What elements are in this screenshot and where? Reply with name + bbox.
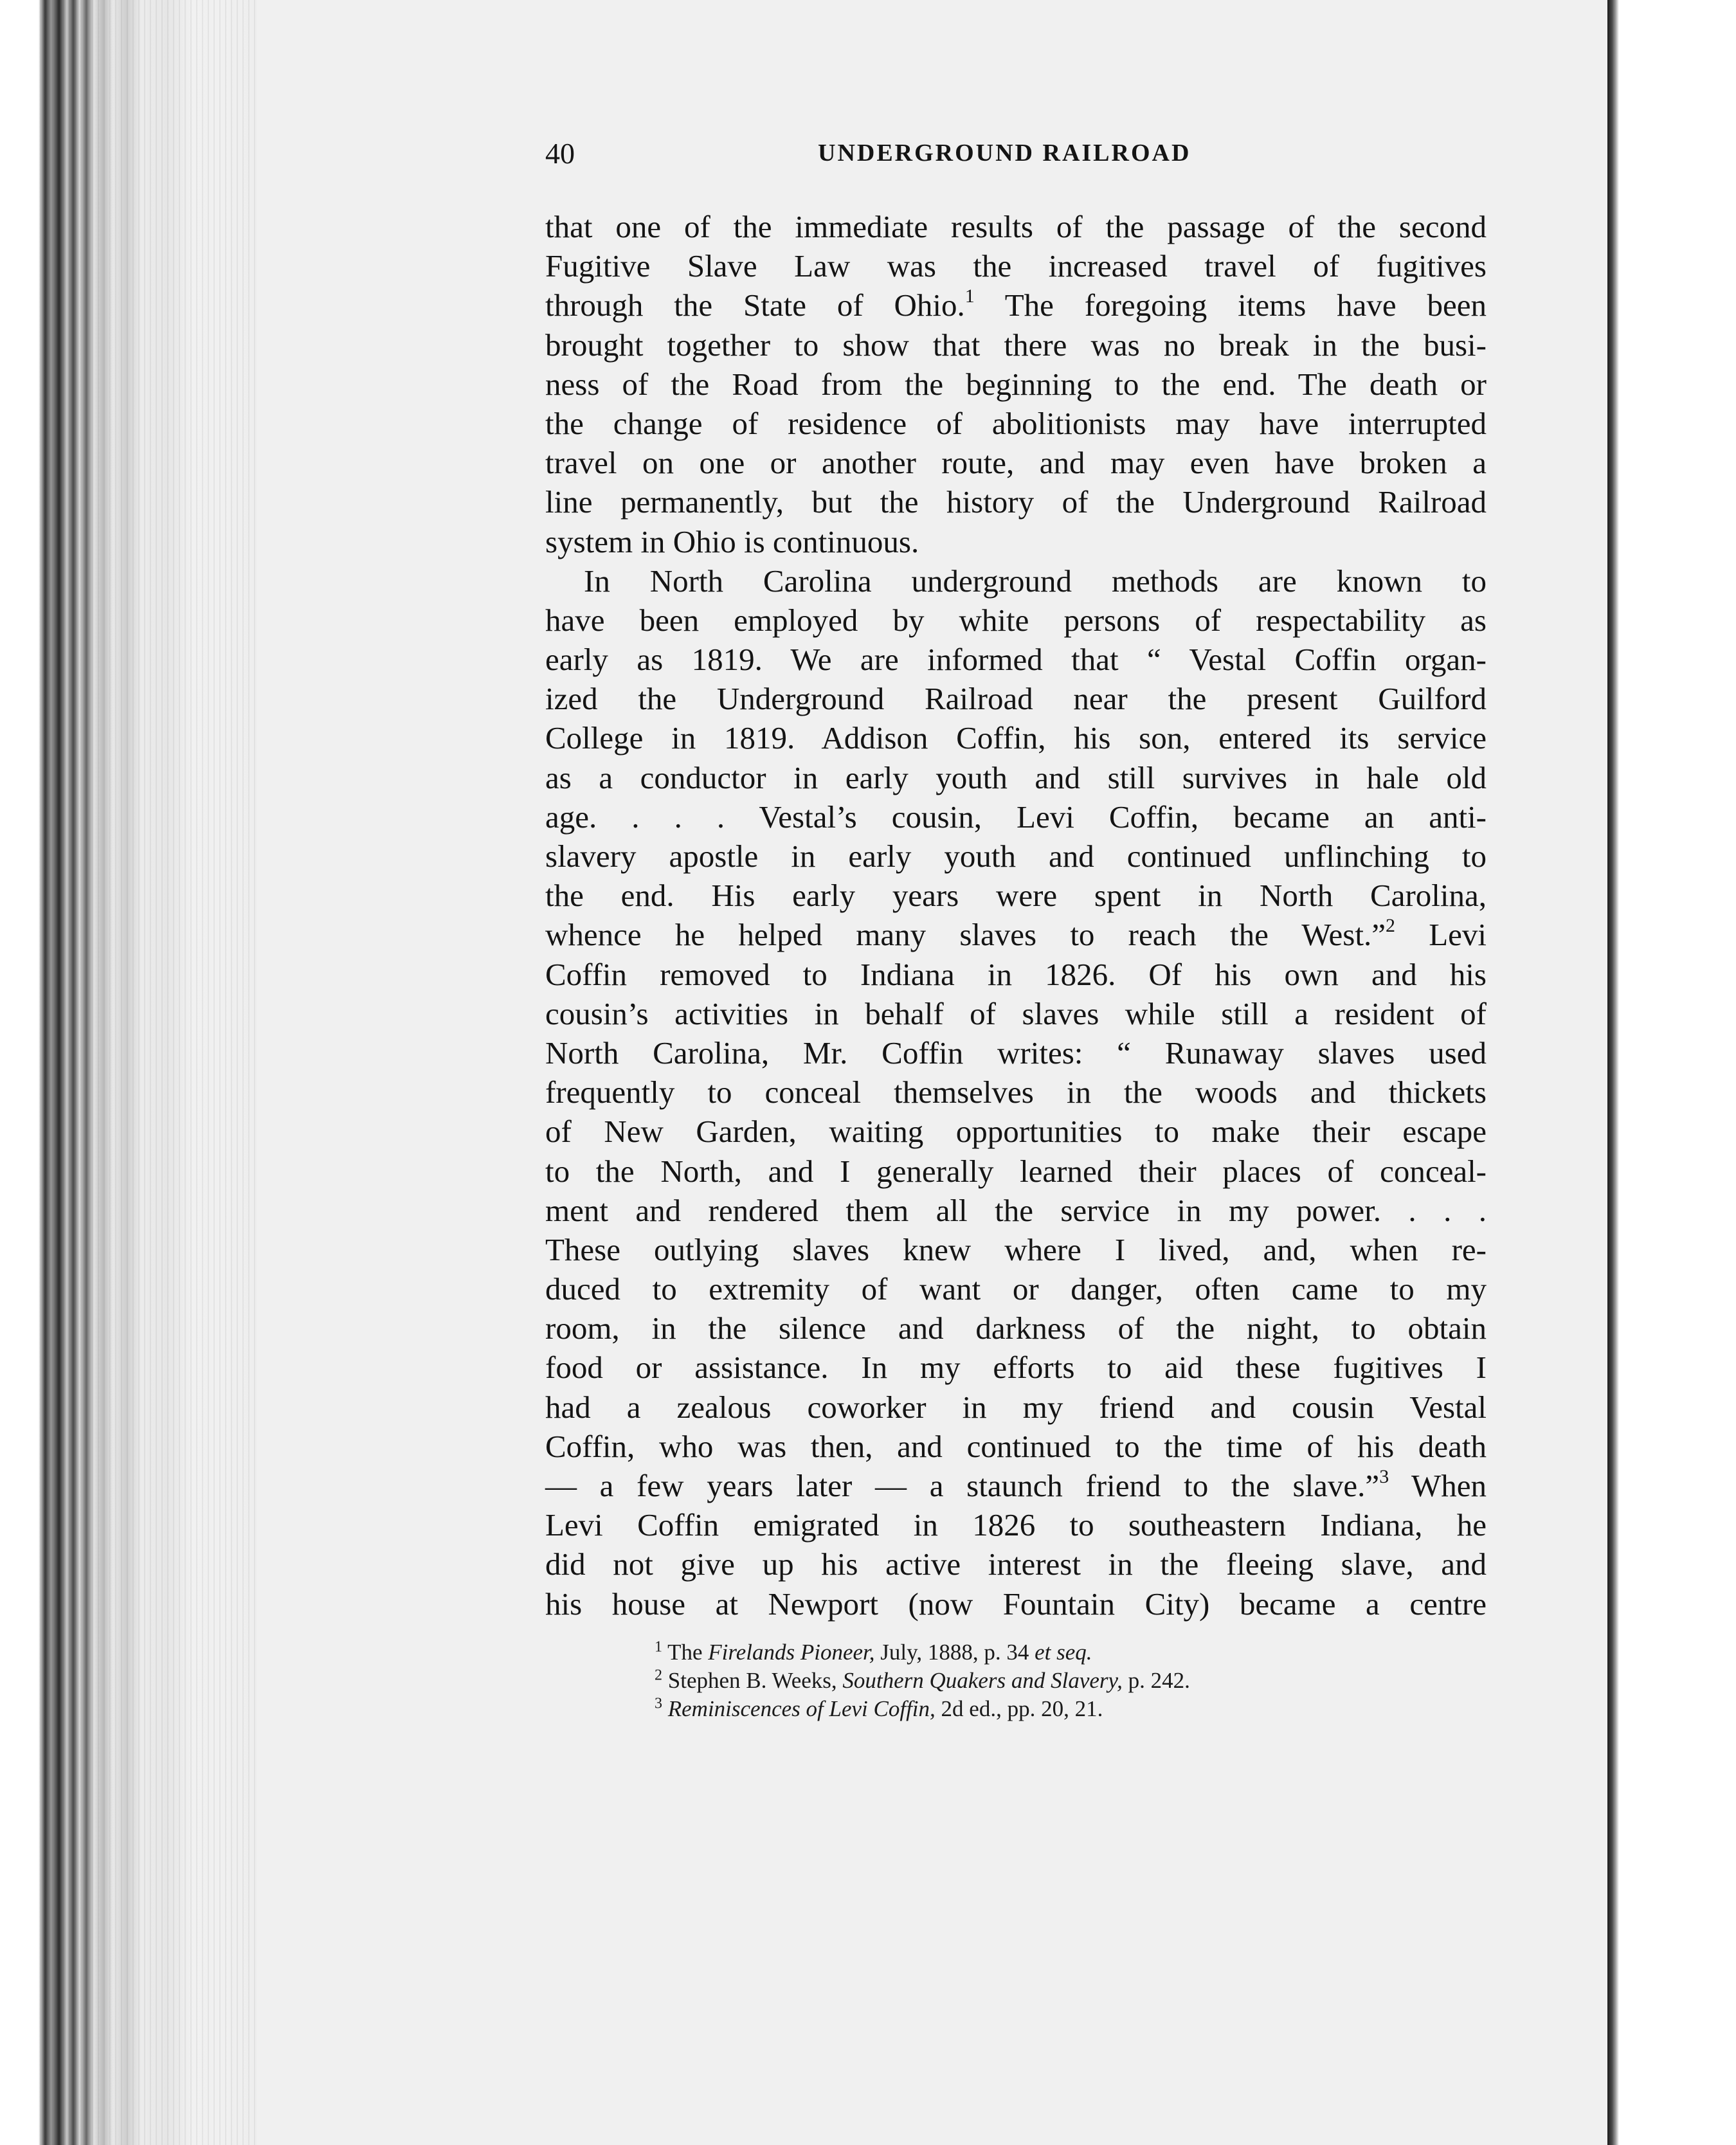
facing-page-edge: [1607, 0, 1736, 2145]
text-line-content: duced to extremity of want or danger, often came to my: [545, 1271, 1487, 1307]
text-line: [545, 561, 1487, 601]
text-line-content: had a zealous coworker in my friend and cousin Vestal: [545, 1389, 1487, 1425]
text-line: [545, 482, 1487, 521]
text-line-content: through the State of Ohio.: [545, 287, 965, 323]
footnote-reference: 1: [964, 285, 975, 307]
text-line-content: Fugitive Slave Law was the increased travel of fugitives: [545, 248, 1487, 284]
text-line: [545, 718, 1487, 757]
text-line-content: that one of the immediate results of the passage of the second: [545, 209, 1487, 244]
text-line: [545, 1112, 1487, 1151]
footnote-mark: 2: [655, 1667, 662, 1684]
text-line-content: did not give up his active interest in the fleeing slave, and: [545, 1546, 1487, 1582]
text-line-content: Levi Coffin emigrated in 1826 to southeastern Indiana, he: [545, 1507, 1487, 1543]
text-line: [545, 443, 1487, 482]
text-line-content: have been employed by white persons of respectability as: [545, 602, 1487, 638]
footnote: [655, 1667, 1426, 1695]
text-line-content: food or assistance. In my efforts to aid these fugitives I: [545, 1350, 1487, 1386]
gutter-shadow: [1607, 0, 1619, 2145]
text-line: [545, 1033, 1487, 1072]
footnote-reference: 2: [1385, 915, 1395, 937]
text-line-content: Coffin removed to Indiana in 1826. Of his own and his: [545, 956, 1487, 992]
text-line-content: to the North, and I generally learned their places of conceal-: [545, 1153, 1487, 1189]
text-line-content: ness of the Road from the beginning to the end. The death or: [545, 366, 1487, 402]
text-line-content: frequently to conceal themselves in the woods and thickets: [545, 1074, 1487, 1110]
book-edge-left: [0, 0, 257, 2145]
footnote-text: The: [667, 1640, 709, 1665]
text-line: [545, 1466, 1487, 1505]
footnote-title: Firelands Pioneer,: [708, 1640, 875, 1665]
text-line: [545, 404, 1487, 443]
footnote: [655, 1695, 1426, 1723]
text-line: [545, 1388, 1487, 1427]
footnote-text: 2d ed., pp. 20, 21.: [935, 1696, 1103, 1721]
text-line: [545, 679, 1487, 718]
text-line: [545, 246, 1487, 285]
footnote-mark: 1: [655, 1638, 662, 1656]
text-line-continuation: When: [1389, 1468, 1487, 1503]
text-line: [545, 1230, 1487, 1269]
text-line-content: College in 1819. Addison Coffin, his son, entered its service: [545, 720, 1487, 756]
footnote-reference: 3: [1379, 1465, 1389, 1487]
text-line: [545, 758, 1487, 797]
text-line: [545, 1348, 1487, 1387]
text-line: [545, 1584, 1487, 1624]
text-line-content: ment and rendered them all the service in my power. . . .: [545, 1192, 1487, 1228]
text-line: [545, 640, 1487, 679]
footnote-mark: 3: [655, 1695, 662, 1712]
text-line: [545, 915, 1487, 954]
text-line: [545, 837, 1487, 876]
text-line-content: system in Ohio is continuous.: [545, 523, 919, 559]
text-line: [545, 1072, 1487, 1112]
text-line: [545, 1152, 1487, 1191]
text-line-content: room, in the silence and darkness of the night, to obtain: [545, 1310, 1487, 1346]
text-line: [545, 1269, 1487, 1308]
text-line-content: cousin’s activities in behalf of slaves while still a resident of: [545, 995, 1487, 1031]
text-line: [545, 601, 1487, 640]
text-line-content: brought together to show that there was no break in the busi-: [545, 327, 1487, 363]
text-line: [545, 1427, 1487, 1466]
text-line-content: — a few years later — a staunch friend to the slave.”: [545, 1468, 1380, 1503]
text-line: [545, 994, 1487, 1033]
text-line: [545, 1191, 1487, 1230]
text-line-content: as a conductor in early youth and still survives in hale old: [545, 759, 1487, 795]
text-line: [545, 955, 1487, 994]
text-line: [545, 522, 1487, 561]
text-line-continuation: Levi: [1395, 917, 1487, 953]
text-line: [545, 876, 1487, 915]
text-line: [545, 797, 1487, 837]
text-line-content: Coffin, who was then, and continued to the time of his death: [545, 1428, 1487, 1464]
page-number: 40: [545, 137, 575, 170]
footnote-title: Southern Quakers and Slavery,: [842, 1668, 1123, 1693]
text-line-content: These outlying slaves knew where I lived, and, when re-: [545, 1231, 1487, 1267]
text-line: [545, 325, 1487, 365]
footnote-text: July, 1888, p. 34: [874, 1640, 1035, 1665]
footnote: [655, 1638, 1426, 1667]
text-line-content: North Carolina, Mr. Coffin writes: “ Runaway slaves used: [545, 1035, 1487, 1071]
footnote-title: Reminiscences of Levi Coffin,: [667, 1696, 936, 1721]
text-line-content: whence he helped many slaves to reach the West.”: [545, 917, 1386, 953]
text-line-content: ized the Underground Railroad near the present Guilford: [545, 681, 1487, 717]
text-line-content: slavery apostle in early youth and continued unflinching to: [545, 838, 1487, 874]
text-line: [545, 1544, 1487, 1584]
text-line-content: age. . . . Vestal’s cousin, Levi Coffin, became an anti-: [545, 799, 1487, 835]
text-line: [545, 1505, 1487, 1544]
running-head: [545, 136, 1487, 175]
text-line-content: In North Carolina underground methods are known to: [584, 563, 1487, 599]
text-line-content: the end. His early years were spent in North Carolina,: [545, 878, 1487, 914]
text-line-content: travel on one or another route, and may even have broken a: [545, 445, 1487, 481]
text-line: [545, 365, 1487, 404]
text-line-content: his house at Newport (now Fountain City) became a centre: [545, 1586, 1487, 1622]
body-text: [545, 207, 1487, 1624]
footnotes: [655, 1638, 1426, 1723]
text-line-content: line permanently, but the history of the Underground Railroad: [545, 484, 1487, 520]
text-line-content: of New Garden, waiting opportunities to make their escape: [545, 1114, 1487, 1150]
text-line-content: early as 1819. We are informed that “ Vestal Coffin organ-: [545, 642, 1487, 678]
text-line: [545, 1308, 1487, 1348]
running-title: UNDERGROUND RAILROAD: [818, 140, 1191, 167]
footnote-italic: et seq.: [1035, 1640, 1092, 1665]
text-line-content: the change of residence of abolitionists may have interrupted: [545, 405, 1487, 441]
text-line: [545, 285, 1487, 325]
footnote-text: p. 242.: [1122, 1668, 1190, 1693]
text-line-continuation: The foregoing items have been: [974, 287, 1487, 323]
footnote-text: Stephen B. Weeks,: [667, 1668, 843, 1693]
text-line: [545, 207, 1487, 246]
